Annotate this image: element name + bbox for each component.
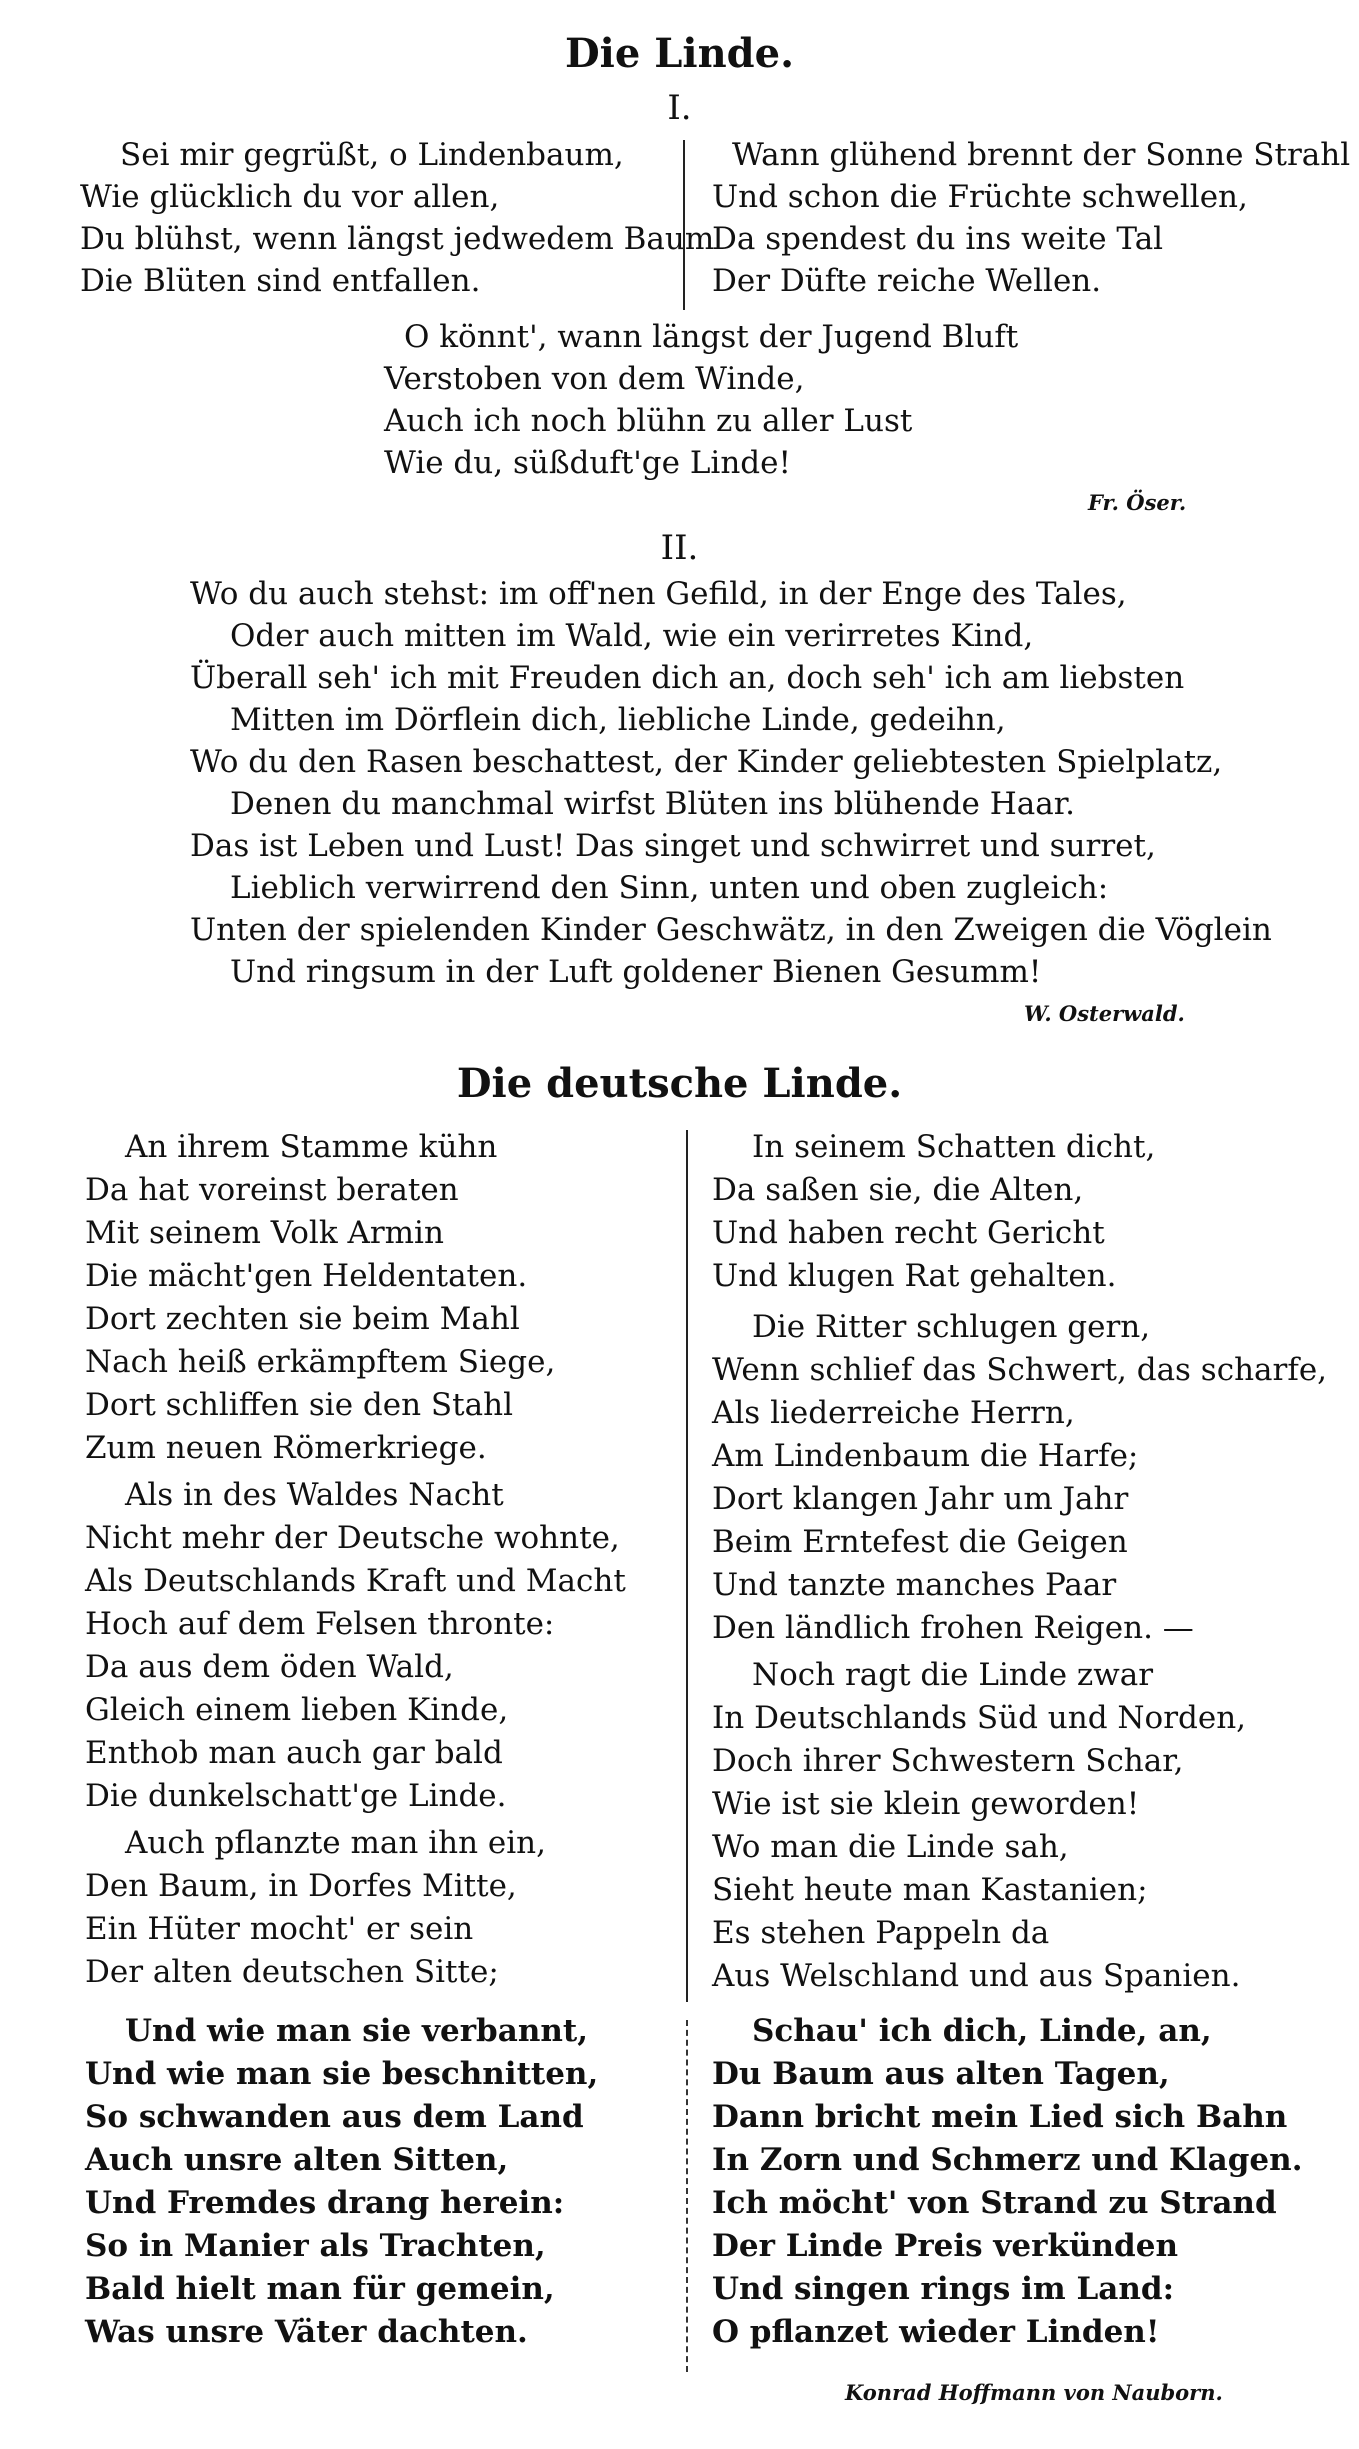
verse-line: Am Lindenbaum die Harfe; bbox=[712, 1438, 1139, 1474]
verse-line: In Zorn und Schmerz und Klagen. bbox=[712, 2142, 1303, 2178]
verse-line: So schwanden aus dem Land bbox=[85, 2099, 584, 2135]
author-signature: Konrad Hoffmann von Nauborn. bbox=[845, 2380, 1223, 2405]
verse-line: Hoch auf dem Felsen thronte: bbox=[85, 1606, 555, 1642]
verse-line: Mit seinem Volk Armin bbox=[85, 1215, 444, 1251]
verse-line: Wie ist sie klein geworden! bbox=[712, 1786, 1140, 1822]
verse-line: Aus Welschland und aus Spanien. bbox=[712, 1958, 1241, 1994]
verse-line: Die dunkelschatt'ge Linde. bbox=[85, 1778, 507, 1814]
verse-line: Bald hielt man für gemein, bbox=[85, 2271, 555, 2307]
part1-numeral: I. bbox=[667, 88, 692, 128]
verse-line: Der Düfte reiche Wellen. bbox=[712, 263, 1102, 299]
verse-line: Als Deutschlands Kraft und Macht bbox=[85, 1563, 626, 1599]
verse-line: Wenn schlief das Schwert, das scharfe, bbox=[712, 1352, 1328, 1388]
verse-line: Doch ihrer Schwestern Schar, bbox=[712, 1743, 1184, 1779]
verse-line: Wo man die Linde sah, bbox=[712, 1829, 1069, 1865]
verse-line: Und tanzte manches Paar bbox=[712, 1567, 1117, 1603]
verse-line: In seinem Schatten dicht, bbox=[752, 1129, 1156, 1165]
verse-line: Die mächt'gen Heldentaten. bbox=[85, 1258, 528, 1294]
verse-line: Da hat voreinst beraten bbox=[85, 1172, 459, 1208]
verse-line: Da spendest du ins weite Tal bbox=[712, 221, 1164, 257]
verse-line: Du Baum aus alten Tagen, bbox=[712, 2056, 1170, 2092]
verse-line: Nach heiß erkämpftem Siege, bbox=[85, 1344, 556, 1380]
verse-line: Wie glücklich du vor allen, bbox=[80, 179, 500, 215]
verse-line: Denen du manchmal wirfst Blüten ins blühende Haar. bbox=[230, 786, 1076, 822]
verse-line: Auch ich noch blühn zu aller Lust bbox=[384, 403, 913, 439]
verse-line: Verstoben von dem Winde, bbox=[384, 361, 805, 397]
column-divider bbox=[686, 1130, 688, 2002]
verse-line: Dann bricht mein Lied sich Bahn bbox=[712, 2099, 1288, 2135]
poem1-title: Die Linde. bbox=[564, 30, 794, 77]
verse-line: Der alten deutschen Sitte; bbox=[85, 1954, 499, 1990]
verse-line: Und Fremdes drang herein: bbox=[85, 2185, 565, 2221]
verse-line: O pflanzet wieder Linden! bbox=[712, 2314, 1160, 2350]
column-divider bbox=[686, 2020, 688, 2372]
verse-line: Wie du, süßduft'ge Linde! bbox=[384, 445, 791, 481]
verse-line: Auch pflanzte man ihn ein, bbox=[125, 1825, 546, 1861]
verse-line: Da saßen sie, die Alten, bbox=[712, 1172, 1084, 1208]
verse-line: Sieht heute man Kastanien; bbox=[712, 1872, 1148, 1908]
verse-line: Die Ritter schlugen gern, bbox=[752, 1309, 1151, 1345]
verse-line: Oder auch mitten im Wald, wie ein verirretes Kind, bbox=[230, 618, 1034, 654]
verse-line: Wann glühend brennt der Sonne Strahl bbox=[732, 137, 1351, 173]
verse-line: Und wie man sie verbannt, bbox=[125, 2013, 589, 2049]
verse-line: Lieblich verwirrend den Sinn, unten und oben zugleich: bbox=[230, 870, 1109, 906]
verse-line: Du blühst, wenn längst jedwedem Baum bbox=[80, 221, 715, 257]
verse-line: Den Baum, in Dorfes Mitte, bbox=[85, 1868, 517, 1904]
verse-line: Dort schliffen sie den Stahl bbox=[85, 1387, 513, 1423]
verse-line: Der Linde Preis verkünden bbox=[712, 2228, 1178, 2264]
verse-line: Und klugen Rat gehalten. bbox=[712, 1258, 1117, 1294]
verse-line: Dort klangen Jahr um Jahr bbox=[712, 1481, 1129, 1517]
verse-line: Und wie man sie beschnitten, bbox=[85, 2056, 599, 2092]
verse-line: Und haben recht Gericht bbox=[712, 1215, 1105, 1251]
verse-line: Als liederreiche Herrn, bbox=[712, 1395, 1075, 1431]
verse-line: Mitten im Dörflein dich, liebliche Linde, gedeihn, bbox=[230, 702, 1006, 738]
verse-line: Und schon die Früchte schwellen, bbox=[712, 179, 1248, 215]
verse-line: Zum neuen Römerkriege. bbox=[85, 1430, 487, 1466]
verse-line: Überall seh' ich mit Freuden dich an, doch seh' ich am liebsten bbox=[190, 660, 1185, 696]
verse-line: Das ist Leben und Lust! Das singet und schwirret und surret, bbox=[190, 828, 1156, 864]
verse-line: Gleich einem lieben Kinde, bbox=[85, 1692, 509, 1728]
verse-line: Und singen rings im Land: bbox=[712, 2271, 1175, 2307]
verse-line: Ein Hüter mocht' er sein bbox=[85, 1911, 474, 1947]
verse-line: Da aus dem öden Wald, bbox=[85, 1649, 454, 1685]
verse-line: Was unsre Väter dachten. bbox=[85, 2314, 528, 2350]
verse-line: Wo du den Rasen beschattest, der Kinder geliebtesten Spielplatz, bbox=[190, 744, 1223, 780]
author-signature: W. Osterwald. bbox=[1024, 1001, 1185, 1026]
verse-line: O könnt', wann längst der Jugend Bluft bbox=[404, 319, 1019, 355]
verse-line: Sei mir gegrüßt, o Lindenbaum, bbox=[120, 137, 624, 173]
poem2-title: Die deutsche Linde. bbox=[456, 1060, 903, 1107]
verse-line: Nicht mehr der Deutsche wohnte, bbox=[85, 1520, 620, 1556]
verse-line: Den ländlich frohen Reigen. — bbox=[712, 1610, 1194, 1646]
verse-line: Wo du auch stehst: im off'nen Gefild, in der Enge des Tales, bbox=[190, 576, 1127, 612]
verse-line: Enthob man auch gar bald bbox=[85, 1735, 503, 1771]
verse-line: Unten der spielenden Kinder Geschwätz, in den Zweigen die Vöglein bbox=[190, 912, 1272, 948]
verse-line: Als in des Waldes Nacht bbox=[125, 1477, 504, 1513]
verse-line: Auch unsre alten Sitten, bbox=[85, 2142, 509, 2178]
part2-numeral: II. bbox=[660, 528, 699, 568]
verse-line: Und ringsum in der Luft goldener Bienen Gesumm! bbox=[230, 954, 1042, 990]
verse-line: So in Manier als Trachten, bbox=[85, 2228, 546, 2264]
verse-line: Die Blüten sind entfallen. bbox=[80, 263, 481, 299]
verse-line: Noch ragt die Linde zwar bbox=[752, 1657, 1154, 1693]
column-divider bbox=[683, 140, 685, 310]
verse-line: In Deutschlands Süd und Norden, bbox=[712, 1700, 1247, 1736]
author-signature: Fr. Öser. bbox=[1088, 490, 1187, 515]
verse-line: An ihrem Stamme kühn bbox=[125, 1129, 498, 1165]
verse-line: Dort zechten sie beim Mahl bbox=[85, 1301, 520, 1337]
verse-line: Es stehen Pappeln da bbox=[712, 1915, 1050, 1951]
verse-line: Schau' ich dich, Linde, an, bbox=[752, 2013, 1212, 2049]
verse-line: Ich möcht' von Strand zu Strand bbox=[712, 2185, 1277, 2221]
verse-line: Beim Erntefest die Geigen bbox=[712, 1524, 1128, 1560]
